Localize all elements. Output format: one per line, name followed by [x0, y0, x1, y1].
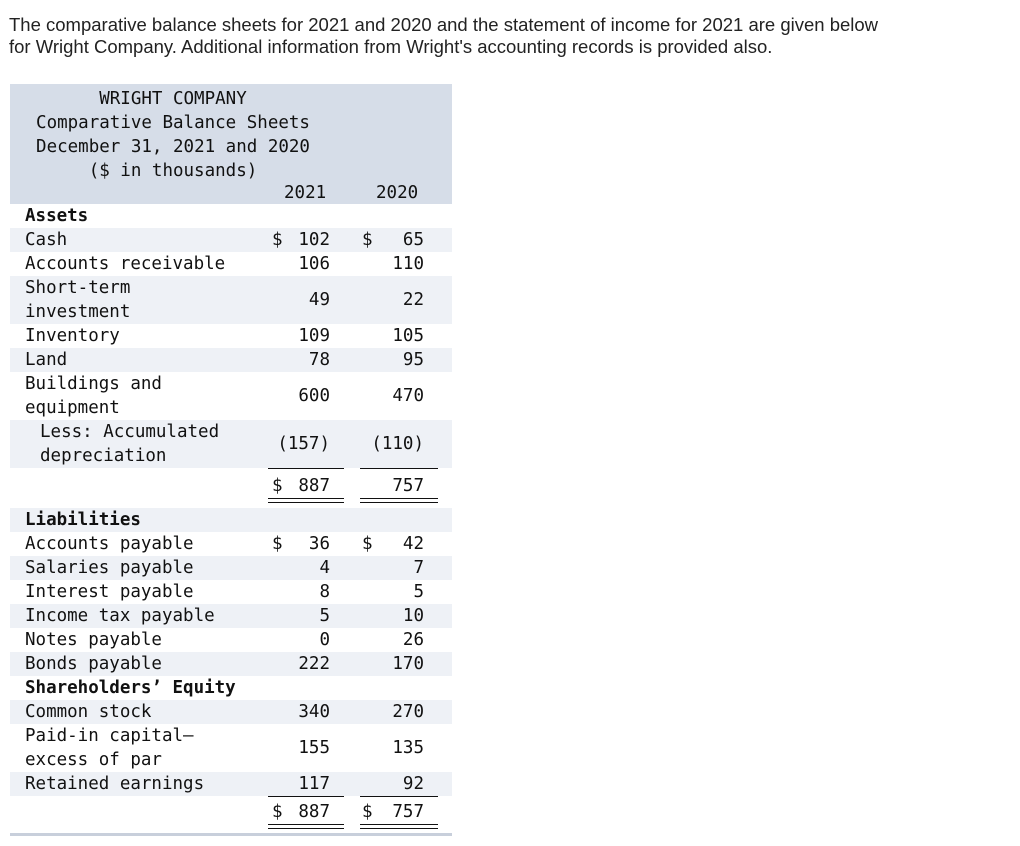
- value-2020: (110): [371, 434, 424, 454]
- total-2020: 757: [392, 802, 424, 822]
- value-2021: 0: [319, 630, 330, 650]
- table-row: [10, 228, 452, 252]
- dollar-sign: $: [362, 534, 373, 554]
- table-body: [10, 204, 452, 836]
- table-row: [10, 556, 452, 580]
- table-row: [10, 252, 452, 276]
- value-2021: 600: [298, 386, 330, 406]
- intro-line-2: for Wright Company. Additional information from Wright's accounting records is provided also.: [9, 36, 773, 57]
- value-2021: 5: [319, 606, 330, 626]
- value-2021: 4: [319, 558, 330, 578]
- row-label: Income tax payable: [25, 606, 215, 626]
- value-2021: 340: [298, 702, 330, 722]
- underline-2020: [360, 468, 438, 469]
- table-row: [10, 700, 452, 724]
- table-row: [10, 604, 452, 628]
- value-2021: 102: [298, 230, 330, 250]
- table-row: [10, 724, 452, 772]
- dollar-sign: $: [362, 230, 373, 250]
- company-name: WRIGHT COMPANY: [99, 89, 247, 109]
- row-label: Interest payable: [25, 582, 194, 602]
- table-row: [10, 276, 452, 324]
- section-heading: Assets: [25, 206, 89, 226]
- section-heading-row: [10, 508, 452, 532]
- value-2020: 95: [402, 350, 424, 370]
- total-assets-2020: 757: [392, 476, 424, 496]
- table-row: [10, 628, 452, 652]
- value-2020: 110: [392, 254, 424, 274]
- row-label: Retained earnings: [25, 774, 205, 794]
- value-2021: (157): [277, 434, 330, 454]
- table-row: [10, 324, 452, 348]
- value-2020: 5: [413, 582, 424, 602]
- statement-date: December 31, 2021 and 2020: [36, 137, 310, 157]
- row-label: Land: [25, 350, 68, 370]
- total-assets-2021: 887: [298, 476, 330, 496]
- table-row: [10, 348, 452, 372]
- total-double-rule: [10, 498, 452, 508]
- value-2020: 470: [392, 386, 424, 406]
- section-heading-row: [10, 204, 452, 228]
- dollar-sign: $: [362, 802, 373, 822]
- value-2021: 36: [308, 534, 330, 554]
- value-2021: 78: [308, 350, 330, 370]
- value-2020: 270: [392, 702, 424, 722]
- value-2020: 170: [392, 654, 424, 674]
- value-2020: 105: [392, 326, 424, 346]
- double-underline-2020: [360, 498, 438, 503]
- underline-2021: [268, 796, 344, 797]
- table-row: [10, 372, 452, 420]
- row-label: Cash: [25, 230, 68, 250]
- table-header: [10, 84, 452, 204]
- value-2021: 109: [298, 326, 330, 346]
- row-label: Accounts payable: [25, 534, 194, 554]
- value-2020: 92: [402, 774, 424, 794]
- value-2021: 117: [298, 774, 330, 794]
- value-2021: 155: [298, 738, 330, 758]
- section-heading-row: [10, 676, 452, 700]
- table-row: [10, 772, 452, 796]
- row-label: Paid-in capital— excess of par: [25, 726, 194, 770]
- statement-title: Comparative Balance Sheets: [36, 113, 310, 133]
- total-liabilities-equity-row: [10, 800, 452, 824]
- row-label: Common stock: [25, 702, 152, 722]
- value-2020: 10: [402, 606, 424, 626]
- row-label: Accounts receivable: [25, 254, 226, 274]
- row-label: Buildings and equipment: [25, 374, 162, 418]
- row-label: Notes payable: [25, 630, 162, 650]
- dollar-sign: $: [272, 230, 283, 250]
- row-label: Inventory: [25, 326, 120, 346]
- column-header-2020: 2020: [376, 183, 419, 203]
- double-underline-2020: [360, 824, 438, 829]
- value-2021: 106: [298, 254, 330, 274]
- table-bottom-border: [10, 833, 452, 836]
- intro-line-1: The comparative balance sheets for 2021 and 2020 and the statement of income for 2021 are given below: [9, 14, 879, 35]
- underline-2021: [268, 468, 344, 469]
- row-label: Less: Accumulated depreciation: [40, 422, 220, 466]
- row-label: Salaries payable: [25, 558, 194, 578]
- value-2020: 42: [402, 534, 424, 554]
- total-2021: 887: [298, 802, 330, 822]
- dollar-sign: $: [272, 534, 283, 554]
- table-row: [10, 652, 452, 676]
- double-underline-2021: [268, 824, 344, 829]
- balance-sheet-table: [10, 84, 452, 836]
- value-2020: 65: [402, 230, 424, 250]
- table-row: [10, 580, 452, 604]
- table-row: [10, 532, 452, 556]
- intro-text: [9, 14, 1009, 58]
- value-2020: 135: [392, 738, 424, 758]
- underline-2020: [360, 796, 438, 797]
- value-2021: 8: [319, 582, 330, 602]
- column-header-2021: 2021: [284, 183, 327, 203]
- dollar-sign: $: [272, 476, 283, 496]
- dollar-sign: $: [272, 802, 283, 822]
- value-2020: 7: [413, 558, 424, 578]
- value-2020: 26: [402, 630, 424, 650]
- row-label: Short-term investment: [25, 278, 131, 322]
- total-assets-row: [10, 474, 452, 498]
- value-2021: 49: [308, 290, 330, 310]
- statement-units: ($ in thousands): [88, 161, 258, 181]
- table-row: [10, 420, 452, 468]
- row-label: Bonds payable: [25, 654, 162, 674]
- section-heading: Shareholders’ Equity: [25, 678, 236, 698]
- value-2021: 222: [298, 654, 330, 674]
- section-heading: Liabilities: [25, 510, 141, 530]
- double-underline-2021: [268, 498, 344, 503]
- total-double-rule: [10, 824, 452, 836]
- value-2020: 22: [402, 290, 424, 310]
